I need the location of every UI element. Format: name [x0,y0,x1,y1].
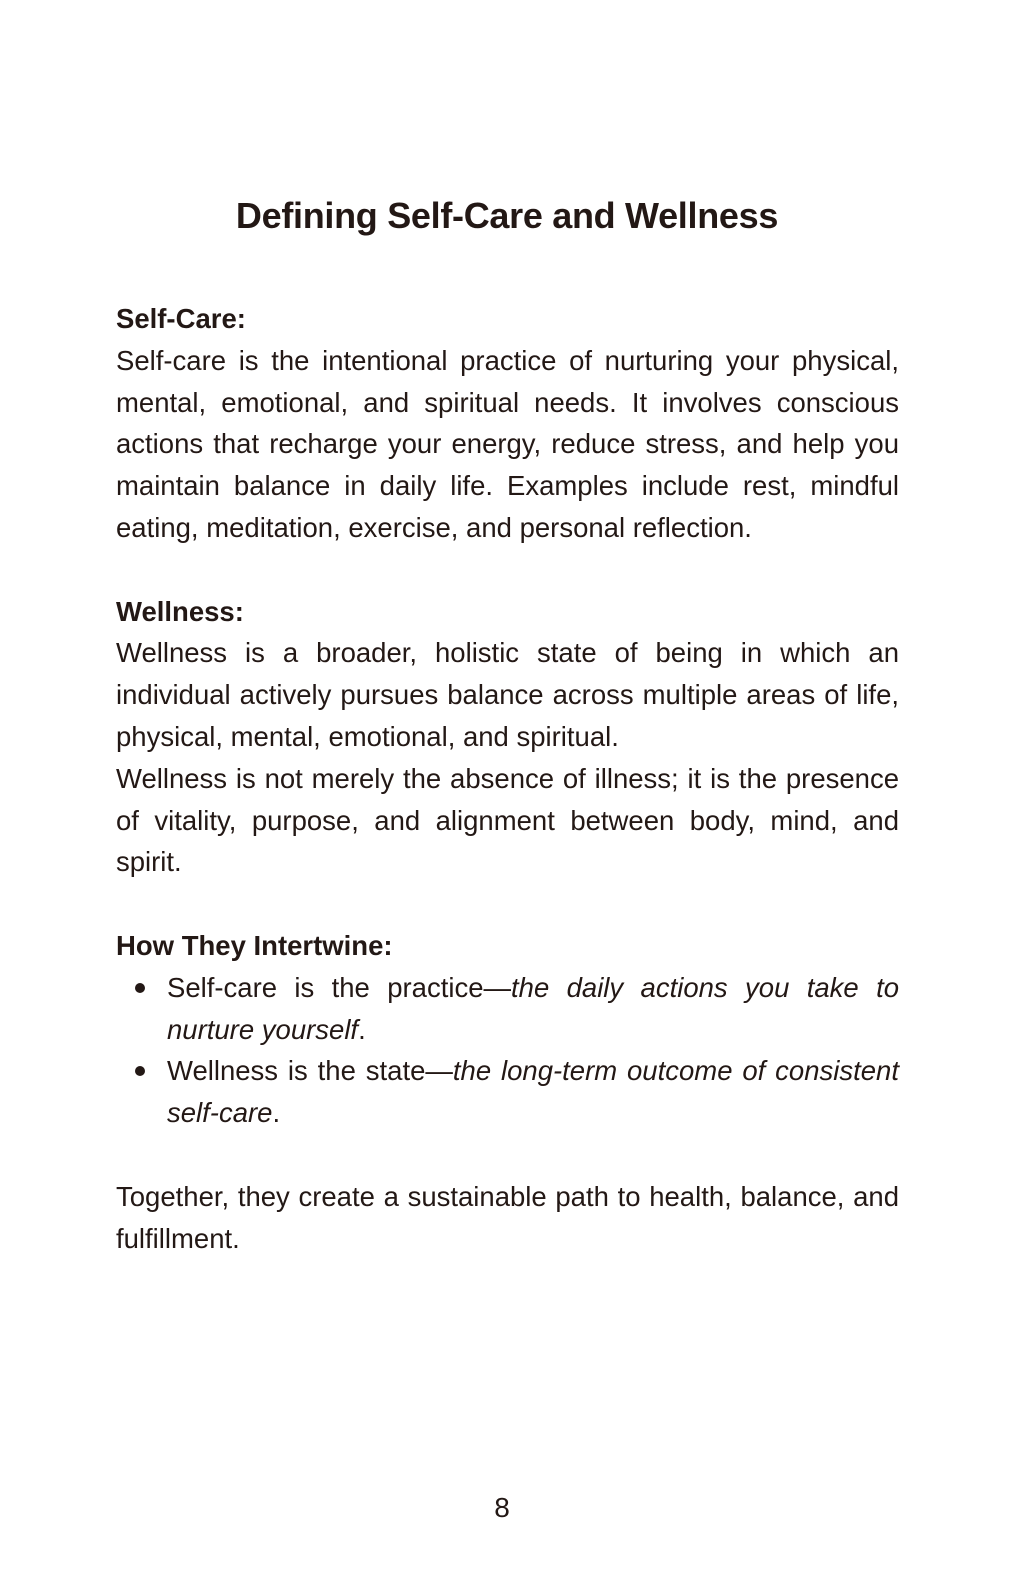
list-item-emphasis: the daily actions you take to nurture yourself [167,971,900,1045]
list-item [116,967,899,1051]
page-number: 8 [494,1492,510,1523]
list-item-tail: . [358,1013,366,1045]
spacer [116,883,899,925]
bullet-icon [135,1066,145,1076]
self-care-section [116,298,899,549]
list-item-lead: Wellness is the state— [167,1055,453,1087]
list-item [116,1050,899,1134]
wellness-elaboration: Wellness is not merely the absence of illness; it is the presence of vitality, purpose, and alignment between body, mind, and spirit. [116,762,899,878]
intertwine-section [116,925,899,1134]
wellness-heading: Wellness: [116,595,244,627]
page-title: Defining Self-Care and Wellness [235,195,779,236]
spacer [116,549,899,591]
spacer [116,1134,899,1176]
closing-paragraph: Together, they create a sustainable path to health, balance, and fulfillment. [116,1180,899,1254]
bullet-icon [135,983,145,993]
page-content [116,298,899,1259]
intertwine-heading: How They Intertwine: [116,929,393,961]
wellness-definition: Wellness is a broader, holistic state of being in which an individual actively pursues balance across multiple areas of life, physical, mental, emotional, and spiritual. [116,637,899,752]
list-item-tail: . [272,1097,281,1129]
list-item-emphasis: the long-term outcome of consistent self-care [167,1055,899,1129]
list-item-lead: Self-care is the practice— [167,971,512,1003]
intertwine-list [116,967,899,1134]
self-care-heading: Self-Care: [116,303,246,334]
wellness-section [116,591,899,884]
self-care-definition: Self-care is the intentional practice of nurturing your physical, mental, emotional, and spiritual needs. It involves conscious actions that recharge your energy, reduce stress, and help you maintain balance in daily life. Examples include rest, mindful eating, meditation, exercise, and personal reflection. [116,344,899,543]
